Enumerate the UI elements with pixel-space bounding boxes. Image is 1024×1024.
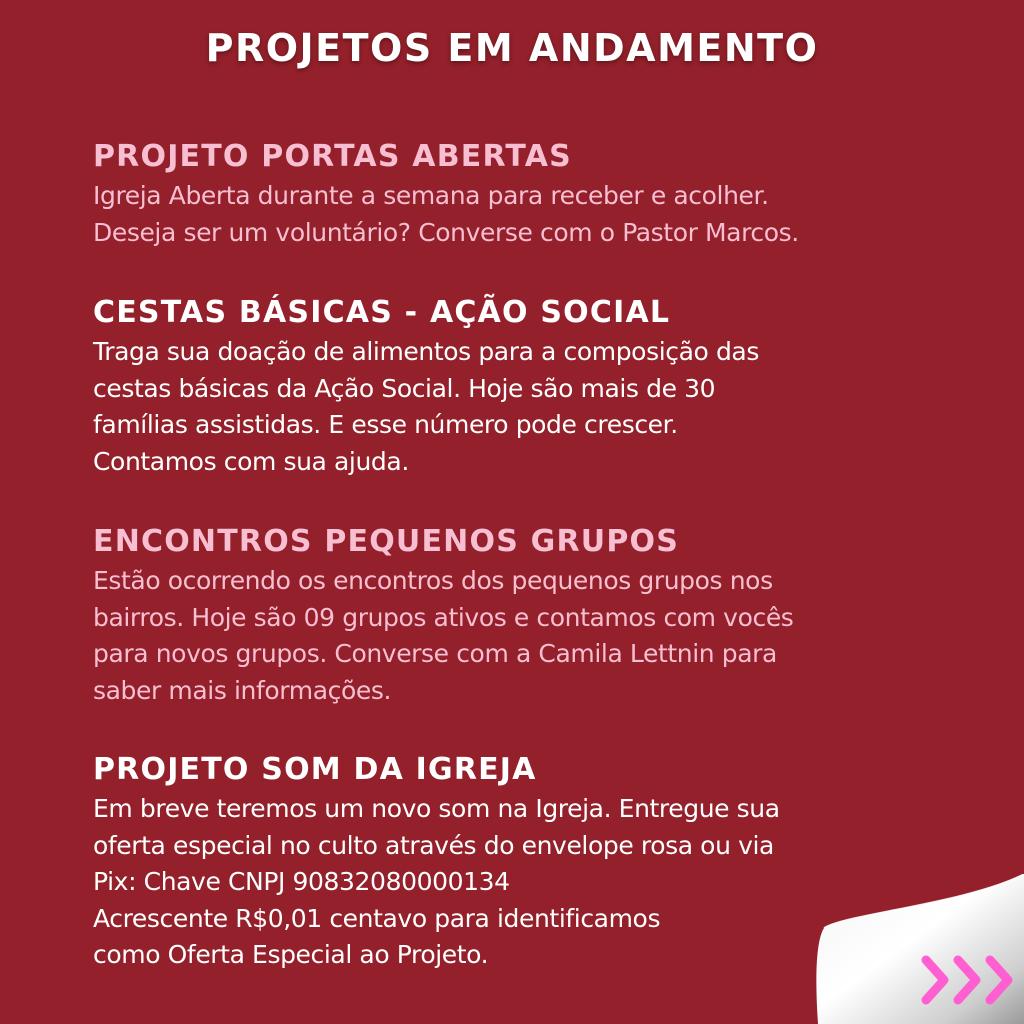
- section-text-line: famílias assistidas. E esse número pode crescer.: [93, 410, 678, 439]
- section-text-line: Pix: Chave CNPJ 90832080000134: [93, 867, 510, 896]
- section-text-line: Estão ocorrendo os encontros dos pequenos grupos nos: [93, 566, 773, 595]
- section-text-line: para novos grupos. Converse com a Camila Lettnin para: [93, 639, 777, 668]
- section-text-line: Deseja ser um voluntário? Converse com o Pastor Marcos.: [93, 217, 799, 247]
- section-heading: ENCONTROS PEQUENOS GRUPOS: [93, 524, 680, 559]
- section-portas-abertas: [93, 136, 973, 251]
- section-pequenos-grupos: [93, 521, 973, 709]
- section-text-line: Traga sua doação de alimentos para a composição das: [93, 337, 759, 366]
- section-text-line: Igreja Aberta durante a semana para receber e acolher.: [93, 181, 769, 210]
- section-text-line: saber mais informações.: [93, 675, 392, 705]
- section-text-line: oferta especial no culto através do envelope rosa ou via: [93, 830, 774, 860]
- section-heading: PROJETO SOM DA IGREJA: [93, 752, 537, 787]
- triple-chevron-right-icon[interactable]: [918, 950, 1022, 1010]
- section-text-line: cestas básicas da Ação Social. Hoje são mais de 30: [93, 373, 716, 403]
- section-heading: CESTAS BÁSICAS - AÇÃO SOCIAL: [93, 295, 671, 330]
- section-text-line: Em breve teremos um novo som na Igreja. Entregue sua: [93, 794, 780, 823]
- page-title: PROJETOS EM ANDAMENTO: [205, 26, 819, 70]
- section-text-line: Contamos com sua ajuda.: [93, 446, 409, 476]
- section-text-line: Acrescente R$0,01 centavo para identificamos: [93, 903, 661, 933]
- section-text-line: bairros. Hoje são 09 grupos ativos e contamos com vocês: [93, 602, 794, 632]
- section-text-line: como Oferta Especial ao Projeto.: [93, 940, 489, 969]
- section-cestas-basicas: [93, 292, 973, 480]
- section-heading: PROJETO PORTAS ABERTAS: [93, 139, 572, 174]
